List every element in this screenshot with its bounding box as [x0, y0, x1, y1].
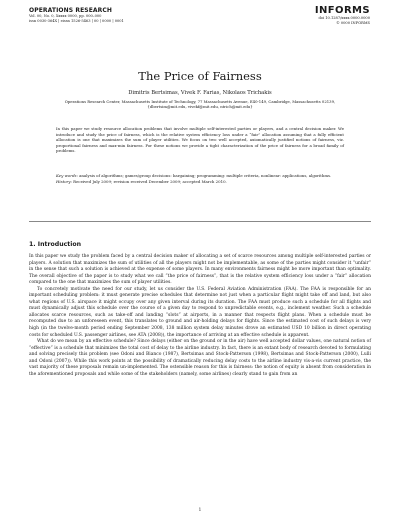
keywords-label: Key words [56, 173, 77, 178]
keywords-text: : analysis of algorithms; games/group decisions: bargaining; programming: multiple criteria, nonlinear: applications, algorithms. [76, 173, 332, 178]
journal-name: OPERATIONS RESEARCH [29, 7, 112, 14]
copyright-line: © 0000 INFORMS [336, 20, 370, 25]
abstract: In this paper we study resource allocation problems that involve multiple self-interested parties or players, and a central decision maker. We introduce and study the price of fairness, which is the relative system efficiency loss under a “fair” allocation assuming that a fully efficient allocation is one that maximizes the sum of player utilities. We focus on two well accepted, axiomatically justified notions of fairness, viz. proportional fairness and max-min fairness. For these notions we provide a tight characterization of the price of fairness for a broad family of problems. [56, 126, 344, 154]
issn-line: issn 0030-364X | eissn 1526-5463 | 00 | 0000 | 0001 [29, 18, 124, 23]
body-text [29, 254, 371, 378]
volume-line: Vol. 00, No. 0, Xxxxx 0000, pp. 000–000 [29, 14, 102, 18]
paper-metadata [56, 173, 344, 184]
publisher-header [250, 5, 370, 25]
publisher-logo: INFORMS [314, 5, 370, 16]
section-divider [29, 221, 371, 222]
affiliation: Operations Research Center, Massachusetts Institute of Technology, 77 Massachusetts Avenue, E40-149, Cambridge, Massachusetts 02139, {dbertsim@mit.edu, vivekf@mit.edu, ntrich@mit.edu} [64, 99, 336, 110]
history-text: : Received July 2009; revision received December 2009; accepted March 2010. [70, 178, 227, 184]
doi-line: doi 10.1287/xxxx.0000.0000 [318, 16, 370, 20]
body-paragraph: To concretely motivate the need for our study, let us consider the U.S. Federal Aviation Administration (FAA). The FAA is responsible for an important scheduling problem: it must generate precise schedules that determine not just when a particular flight might take off and land, but also what regions of U.S. airspace it might occupy over any given interval during its duration. The FAA must produce such a schedule for all flights and must dynamically adjust this schedule over the course of a given day to respond to unpredictable events, e.g., inclement weather. Such a schedule allocates scarce resources, such as take-off and landing “slots” at airports, in a manner that respects flight plans. When a schedule must be recomputed due to an unforeseen event, this translates to ground and air-holding delays for flights. Since the estimated cost of such delays is very high (in the twelve-month period ending September 2008, 138 million system delay minutes drove an estimated USD 10 billion in direct operating costs for scheduled U.S. passenger airlines, see ATA (2008)), the importance of arriving at an effective schedule is apparent. [29, 286, 371, 338]
history-line [56, 179, 344, 185]
journal-header [29, 7, 229, 23]
section-heading: 1. Introduction [29, 241, 82, 248]
page-number: 1 [198, 507, 202, 512]
author-list: Dimitris Bertsimas, Vivek F. Farias, Nikolaos Trichakis [128, 90, 272, 96]
paper-title: The Price of Fairness [138, 69, 262, 83]
body-paragraph: In this paper we study the problem faced by a central decision maker of allocating a set of scarce resources among multiple self-interested parties or players. A solution that maximizes the sum of utilities of all the players might not be implementable, as some of the parties might consider it “unfair” in the sense that such a solution is achieved at the expense of some players. In many environments fairness might be more important than optimality. The overall objective of the paper is to study what we call “the price of fairness”, that is the relative system efficiency loss under a “fair” allocation compared to the one that maximizes the sum of player utilities. [29, 254, 371, 286]
body-paragraph: What do we mean by an effective schedule? Since delays (either on the ground or in the air) have well accepted dollar values, one natural notion of “effective” is a schedule that minimizes the total cost of delay to the airline industry. In fact, there is an extant body of research devoted to formulating and solving precisely this problem (see Odoni and Bianco (1987), Bertsimas and Stock-Patterson (1998), Bertsimas and Stock-Patterson (2000), Lulli and Odoni (2007)). While this work points at the possibility of dramatically reducing delay costs to the airline industry vis-a-vis current practice, the vast majority of these proposals remain un-implemented. The ostensible reason for this is fairness: the notion of equity is absent from consideration in the aforementioned proposals and while some of the stakeholders (namely, some airlines) clearly stand to gain from an [29, 339, 371, 377]
history-label: History [56, 178, 71, 184]
